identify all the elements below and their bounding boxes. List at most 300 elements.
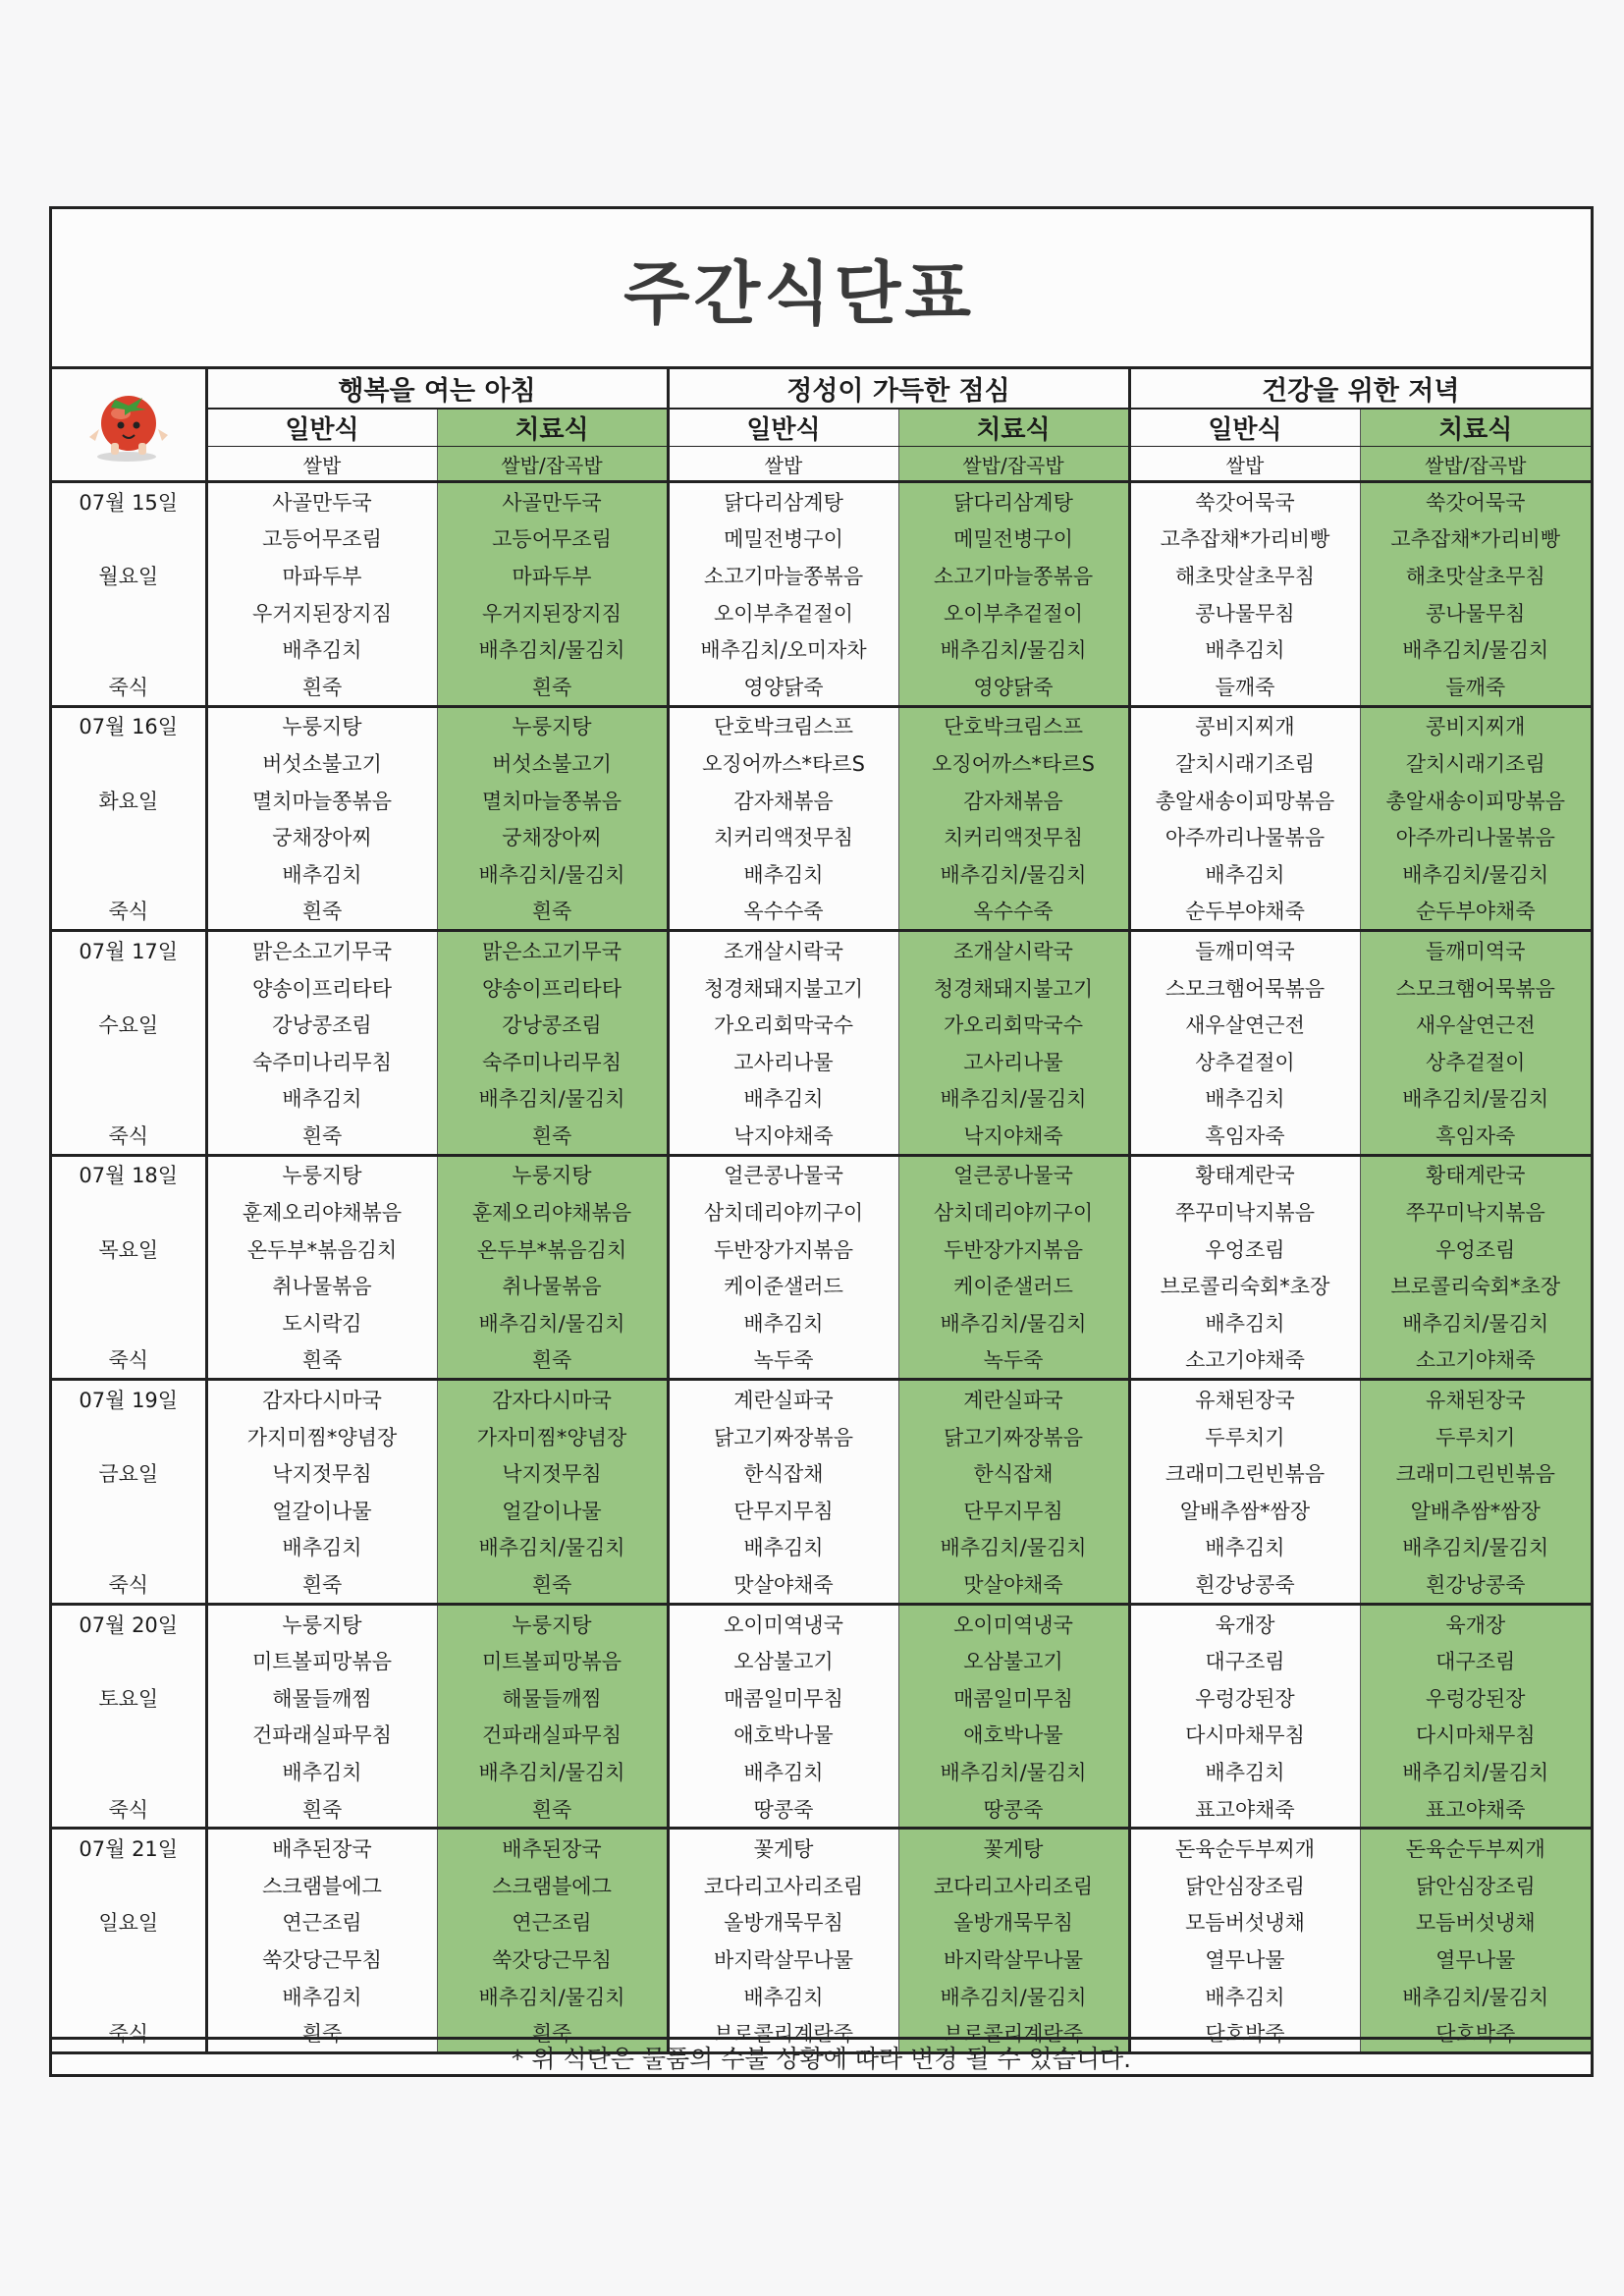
- day-weekday: 화요일: [52, 782, 206, 819]
- general-lunch-item: 올방개묵무침: [668, 1904, 898, 1941]
- day-date: 07월 20일: [52, 1604, 206, 1642]
- general-breakfast-item: 배추김치: [206, 855, 437, 893]
- general-breakfast-item: 가지미찜*양념장: [206, 1418, 437, 1455]
- therapy-dinner-item: 총알새송이피망볶음: [1360, 782, 1591, 819]
- therapy-lunch-item: 얼큰콩나물국: [898, 1155, 1129, 1193]
- type-general: 일반식: [1129, 409, 1360, 447]
- general-breakfast-item: 양송이프리타타: [206, 969, 437, 1007]
- general-breakfast-item: 취나물볶음: [206, 1267, 437, 1304]
- general-breakfast-item: 우거지된장지짐: [206, 594, 437, 631]
- general-breakfast-item: 흰죽: [206, 1790, 437, 1829]
- general-lunch-item: 맛살야채죽: [668, 1565, 898, 1604]
- general-dinner-item: 표고야채죽: [1129, 1790, 1360, 1829]
- rice-therapy: 쌀밥/잡곡밥: [1360, 447, 1591, 482]
- general-lunch-item: 닭고기짜장볶음: [668, 1418, 898, 1455]
- therapy-dinner-item: 배추김치/물김치: [1360, 1529, 1591, 1566]
- therapy-lunch-item: 배추김치/물김치: [898, 1304, 1129, 1341]
- table-row: [52, 818, 1591, 855]
- general-dinner-item: 황태계란국: [1129, 1155, 1360, 1193]
- therapy-lunch-item: 옥수수죽: [898, 893, 1129, 931]
- therapy-dinner-item: 들깨죽: [1360, 668, 1591, 706]
- general-lunch-item: 오이미역냉국: [668, 1604, 898, 1642]
- therapy-dinner-item: 브로콜리숙회*초장: [1360, 1267, 1591, 1304]
- general-dinner-item: 소고기야채죽: [1129, 1341, 1360, 1380]
- therapy-dinner-item: 다시마채무침: [1360, 1717, 1591, 1754]
- day-weekday: 금요일: [52, 1454, 206, 1492]
- therapy-dinner-item: 열무나물: [1360, 1941, 1591, 1978]
- table-row: [52, 520, 1591, 558]
- general-lunch-item: 매콤일미무침: [668, 1679, 898, 1717]
- general-dinner-item: 육개장: [1129, 1604, 1360, 1642]
- day-porridge-label: 죽식: [52, 1790, 206, 1829]
- general-lunch-item: 조개살시락국: [668, 931, 898, 969]
- day-label-empty: [52, 1043, 206, 1080]
- therapy-dinner-item: 우엉조림: [1360, 1230, 1591, 1268]
- general-dinner-item: 배추김치: [1129, 1304, 1360, 1341]
- therapy-lunch-item: 오징어까스*타르S: [898, 744, 1129, 782]
- therapy-dinner-item: 소고기야채죽: [1360, 1341, 1591, 1380]
- general-breakfast-item: 숙주미나리무침: [206, 1043, 437, 1080]
- general-dinner-item: 새우살연근전: [1129, 1006, 1360, 1043]
- general-breakfast-item: 미트볼피망볶음: [206, 1642, 437, 1679]
- general-breakfast-item: 배추김치: [206, 1753, 437, 1790]
- therapy-breakfast-item: 궁채장아찌: [437, 818, 668, 855]
- therapy-lunch-item: 오이미역냉국: [898, 1604, 1129, 1642]
- general-dinner-item: 돈육순두부찌개: [1129, 1829, 1360, 1867]
- therapy-breakfast-item: 감자다시마국: [437, 1380, 668, 1418]
- menu-frame: [49, 206, 1594, 2077]
- therapy-lunch-item: 조개살시락국: [898, 931, 1129, 969]
- day-porridge-label: 죽식: [52, 893, 206, 931]
- general-dinner-item: 배추김치: [1129, 1978, 1360, 2015]
- general-lunch-item: 배추김치: [668, 1529, 898, 1566]
- day-label-empty: [52, 1304, 206, 1341]
- therapy-breakfast-item: 얼갈이나물: [437, 1492, 668, 1529]
- general-dinner-item: 고추잡채*가리비빵: [1129, 520, 1360, 558]
- general-breakfast-item: 흰죽: [206, 1341, 437, 1380]
- therapy-breakfast-item: 사골만두국: [437, 482, 668, 520]
- therapy-dinner-item: 돈육순두부찌개: [1360, 1829, 1591, 1867]
- therapy-breakfast-item: 흰죽: [437, 1565, 668, 1604]
- therapy-lunch-item: 가오리회막국수: [898, 1006, 1129, 1043]
- general-dinner-item: 상추겉절이: [1129, 1043, 1360, 1080]
- therapy-lunch-item: 두반장가지볶음: [898, 1230, 1129, 1268]
- table-row: [52, 668, 1591, 706]
- therapy-breakfast-item: 흰죽: [437, 1341, 668, 1380]
- general-breakfast-item: 흰죽: [206, 668, 437, 706]
- therapy-dinner-item: 흑임자죽: [1360, 1117, 1591, 1155]
- day-label-empty: [52, 855, 206, 893]
- general-breakfast-item: 버섯소불고기: [206, 744, 437, 782]
- day-label-empty: [52, 1717, 206, 1754]
- therapy-lunch-item: 소고기마늘쫑볶음: [898, 557, 1129, 594]
- therapy-breakfast-item: 훈제오리야채볶음: [437, 1193, 668, 1230]
- table-row: [52, 1006, 1591, 1043]
- therapy-breakfast-item: 배추김치/물김치: [437, 1304, 668, 1341]
- general-breakfast-item: 배추김치: [206, 1080, 437, 1118]
- general-lunch-item: 옥수수죽: [668, 893, 898, 931]
- rice-general: 쌀밥: [206, 447, 437, 482]
- therapy-breakfast-item: 연근조림: [437, 1904, 668, 1941]
- general-dinner-item: 우엉조림: [1129, 1230, 1360, 1268]
- general-breakfast-item: 건파래실파무침: [206, 1717, 437, 1754]
- general-dinner-item: 배추김치: [1129, 1529, 1360, 1566]
- day-label-empty: [52, 1492, 206, 1529]
- therapy-lunch-item: 코다리고사리조림: [898, 1867, 1129, 1904]
- tomato-mascot-icon: [52, 386, 205, 465]
- general-dinner-item: 모듬버섯냉채: [1129, 1904, 1360, 1941]
- general-lunch-item: 꽃게탕: [668, 1829, 898, 1867]
- therapy-breakfast-item: 배추김치/물김치: [437, 1753, 668, 1790]
- general-breakfast-item: 훈제오리야채볶음: [206, 1193, 437, 1230]
- type-general: 일반식: [668, 409, 898, 447]
- therapy-dinner-item: 육개장: [1360, 1604, 1591, 1642]
- table-row: [52, 1380, 1591, 1418]
- therapy-dinner-item: 쑥갓어묵국: [1360, 482, 1591, 520]
- meal-header-breakfast: 행복을 여는 아침: [206, 369, 668, 409]
- therapy-lunch-item: 배추김치/물김치: [898, 1080, 1129, 1118]
- general-lunch-item: 계란실파국: [668, 1380, 898, 1418]
- day-label-empty: [52, 1978, 206, 2015]
- day-porridge-label: 죽식: [52, 1565, 206, 1604]
- general-dinner-item: 해초맛살초무침: [1129, 557, 1360, 594]
- therapy-lunch-item: 배추김치/물김치: [898, 630, 1129, 668]
- table-row: [52, 1642, 1591, 1679]
- table-row: [52, 1454, 1591, 1492]
- table-row: [52, 969, 1591, 1007]
- therapy-dinner-item: 새우살연근전: [1360, 1006, 1591, 1043]
- general-breakfast-item: 누룽지탕: [206, 1604, 437, 1642]
- therapy-breakfast-item: 배추김치/물김치: [437, 1080, 668, 1118]
- therapy-breakfast-item: 온두부*볶음김치: [437, 1230, 668, 1268]
- table-row: [52, 1304, 1591, 1341]
- general-dinner-item: 알배추쌈*쌈장: [1129, 1492, 1360, 1529]
- therapy-dinner-item: 들깨미역국: [1360, 931, 1591, 969]
- table-row: [52, 482, 1591, 520]
- table-row: [52, 557, 1591, 594]
- general-lunch-item: 애호박나물: [668, 1717, 898, 1754]
- general-dinner-item: 배추김치: [1129, 1080, 1360, 1118]
- general-lunch-item: 코다리고사리조림: [668, 1867, 898, 1904]
- table-row: [52, 1117, 1591, 1155]
- general-breakfast-item: 강낭콩조림: [206, 1006, 437, 1043]
- general-dinner-item: 닭안심장조림: [1129, 1867, 1360, 1904]
- therapy-lunch-item: 배추김치/물김치: [898, 1753, 1129, 1790]
- therapy-dinner-item: 콩나물무침: [1360, 594, 1591, 631]
- general-lunch-item: 배추김치: [668, 1978, 898, 2015]
- therapy-breakfast-item: 흰죽: [437, 1117, 668, 1155]
- therapy-breakfast-item: 누룽지탕: [437, 1155, 668, 1193]
- day-weekday: 일요일: [52, 1904, 206, 1941]
- therapy-lunch-item: 낙지야채죽: [898, 1117, 1129, 1155]
- therapy-dinner-item: 배추김치/물김치: [1360, 855, 1591, 893]
- therapy-lunch-item: 감자채볶음: [898, 782, 1129, 819]
- general-breakfast-item: 멸치마늘쫑볶음: [206, 782, 437, 819]
- table-row: [52, 1829, 1591, 1867]
- therapy-breakfast-item: 고등어무조림: [437, 520, 668, 558]
- general-lunch-item: 바지락살무나물: [668, 1941, 898, 1978]
- therapy-lunch-item: 영양닭죽: [898, 668, 1129, 706]
- therapy-dinner-item: 순두부야채죽: [1360, 893, 1591, 931]
- meal-header-dinner: 건강을 위한 저녁: [1129, 369, 1591, 409]
- therapy-dinner-item: 배추김치/물김치: [1360, 1080, 1591, 1118]
- day-label-empty: [52, 1267, 206, 1304]
- therapy-dinner-item: 고추잡채*가리비빵: [1360, 520, 1591, 558]
- general-breakfast-item: 마파두부: [206, 557, 437, 594]
- table-row: [52, 1267, 1591, 1304]
- table-row: [52, 706, 1591, 744]
- therapy-breakfast-item: 흰죽: [437, 2014, 668, 2052]
- general-breakfast-item: 온두부*볶음김치: [206, 1230, 437, 1268]
- day-date: 07월 17일: [52, 931, 206, 969]
- therapy-lunch-item: 닭다리삼계탕: [898, 482, 1129, 520]
- general-breakfast-item: 감자다시마국: [206, 1380, 437, 1418]
- therapy-breakfast-item: 배추김치/물김치: [437, 855, 668, 893]
- general-lunch-item: 오징어까스*타르S: [668, 744, 898, 782]
- therapy-lunch-item: 올방개묵무침: [898, 1904, 1129, 1941]
- day-label-empty: [52, 594, 206, 631]
- table-row: [52, 855, 1591, 893]
- table-row: [52, 1717, 1591, 1754]
- day-label-empty: [52, 744, 206, 782]
- therapy-lunch-item: 배추김치/물김치: [898, 1529, 1129, 1566]
- table-row: [52, 1867, 1591, 1904]
- day-weekday: 목요일: [52, 1230, 206, 1268]
- general-breakfast-item: 쑥갓당근무침: [206, 1941, 437, 1978]
- general-breakfast-item: 얼갈이나물: [206, 1492, 437, 1529]
- therapy-lunch-item: 땅콩죽: [898, 1790, 1129, 1829]
- general-dinner-item: 스모크햄어묵볶음: [1129, 969, 1360, 1007]
- general-dinner-item: 총알새송이피망볶음: [1129, 782, 1360, 819]
- rice-general: 쌀밥: [668, 447, 898, 482]
- therapy-breakfast-item: 강낭콩조림: [437, 1006, 668, 1043]
- general-dinner-item: 순두부야채죽: [1129, 893, 1360, 931]
- table-row: [52, 893, 1591, 931]
- day-weekday: 토요일: [52, 1679, 206, 1717]
- general-lunch-item: 배추김치: [668, 1080, 898, 1118]
- general-lunch-item: 소고기마늘쫑볶음: [668, 557, 898, 594]
- therapy-breakfast-item: 건파래실파무침: [437, 1717, 668, 1754]
- general-breakfast-item: 배추된장국: [206, 1829, 437, 1867]
- therapy-breakfast-item: 미트볼피망볶음: [437, 1642, 668, 1679]
- type-therapy: 치료식: [898, 409, 1129, 447]
- day-porridge-label: 죽식: [52, 668, 206, 706]
- general-lunch-item: 영양닭죽: [668, 668, 898, 706]
- general-lunch-item: 배추김치: [668, 1304, 898, 1341]
- table-row: [52, 1193, 1591, 1230]
- therapy-breakfast-item: 해물들깨찜: [437, 1679, 668, 1717]
- general-dinner-item: 브로콜리숙회*초장: [1129, 1267, 1360, 1304]
- therapy-breakfast-item: 배추김치/물김치: [437, 1529, 668, 1566]
- therapy-lunch-item: 단무지무침: [898, 1492, 1129, 1529]
- therapy-dinner-item: 황태계란국: [1360, 1155, 1591, 1193]
- meal-header-lunch: 정성이 가득한 점심: [668, 369, 1129, 409]
- general-lunch-item: 삼치데리야끼구이: [668, 1193, 898, 1230]
- therapy-dinner-item: 모듬버섯냉채: [1360, 1904, 1591, 1941]
- general-lunch-item: 감자채볶음: [668, 782, 898, 819]
- page-title: 주간식단표: [623, 252, 976, 334]
- general-lunch-item: 얼큰콩나물국: [668, 1155, 898, 1193]
- general-lunch-item: 닭다리삼계탕: [668, 482, 898, 520]
- table-row: [52, 782, 1591, 819]
- therapy-lunch-item: 브로콜리계란죽: [898, 2014, 1129, 2052]
- table-row: [52, 1418, 1591, 1455]
- general-breakfast-item: 흰죽: [206, 2014, 437, 2052]
- therapy-lunch-item: 청경채돼지불고기: [898, 969, 1129, 1007]
- therapy-dinner-item: 배추김치/물김치: [1360, 1978, 1591, 2015]
- day-label-empty: [52, 1642, 206, 1679]
- day-weekday: 수요일: [52, 1006, 206, 1043]
- rice-therapy: 쌀밥/잡곡밥: [437, 447, 668, 482]
- general-lunch-item: 단호박크림스프: [668, 706, 898, 744]
- general-lunch-item: 한식잡채: [668, 1454, 898, 1492]
- general-dinner-item: 쭈꾸미낙지볶음: [1129, 1193, 1360, 1230]
- general-lunch-item: 오삼불고기: [668, 1642, 898, 1679]
- therapy-breakfast-item: 누룽지탕: [437, 706, 668, 744]
- general-dinner-item: 두루치기: [1129, 1418, 1360, 1455]
- title-area: [52, 209, 1591, 369]
- table-row: [52, 630, 1591, 668]
- therapy-dinner-item: 크래미그린빈볶음: [1360, 1454, 1591, 1492]
- general-dinner-item: 콩비지찌개: [1129, 706, 1360, 744]
- therapy-lunch-item: 삼치데리야끼구이: [898, 1193, 1129, 1230]
- type-general: 일반식: [206, 409, 437, 447]
- therapy-lunch-item: 메밀전병구이: [898, 520, 1129, 558]
- general-breakfast-item: 배추김치: [206, 1978, 437, 2015]
- therapy-lunch-item: 단호박크림스프: [898, 706, 1129, 744]
- general-dinner-item: 흑임자죽: [1129, 1117, 1360, 1155]
- therapy-dinner-item: 두루치기: [1360, 1418, 1591, 1455]
- general-dinner-item: 배추김치: [1129, 855, 1360, 893]
- table-row: [52, 931, 1591, 969]
- type-therapy: 치료식: [1360, 409, 1591, 447]
- table-row: [52, 1941, 1591, 1978]
- general-lunch-item: 배추김치: [668, 855, 898, 893]
- therapy-dinner-item: 상추겉절이: [1360, 1043, 1591, 1080]
- therapy-dinner-item: 알배추쌈*쌈장: [1360, 1492, 1591, 1529]
- therapy-breakfast-item: 멸치마늘쫑볶음: [437, 782, 668, 819]
- day-label-empty: [52, 1529, 206, 1566]
- general-lunch-item: 단무지무침: [668, 1492, 898, 1529]
- general-dinner-item: 배추김치: [1129, 630, 1360, 668]
- table-row: [52, 1904, 1591, 1941]
- day-porridge-label: 죽식: [52, 1341, 206, 1380]
- therapy-lunch-item: 오이부추겉절이: [898, 594, 1129, 631]
- type-therapy: 치료식: [437, 409, 668, 447]
- day-label-empty: [52, 1080, 206, 1118]
- therapy-lunch-item: 치커리액젓무침: [898, 818, 1129, 855]
- therapy-breakfast-item: 누룽지탕: [437, 1604, 668, 1642]
- general-breakfast-item: 궁채장아찌: [206, 818, 437, 855]
- day-label-empty: [52, 1867, 206, 1904]
- day-porridge-label: 죽식: [52, 2014, 206, 2052]
- day-label-empty: [52, 969, 206, 1007]
- therapy-breakfast-item: 취나물볶음: [437, 1267, 668, 1304]
- therapy-breakfast-item: 숙주미나리무침: [437, 1043, 668, 1080]
- general-lunch-item: 배추김치: [668, 1753, 898, 1790]
- day-label-empty: [52, 630, 206, 668]
- table-row: [52, 1753, 1591, 1790]
- therapy-breakfast-item: 우거지된장지짐: [437, 594, 668, 631]
- therapy-dinner-item: 스모크햄어묵볶음: [1360, 969, 1591, 1007]
- table-row: [52, 1341, 1591, 1380]
- menu-table: [52, 369, 1591, 2054]
- general-lunch-item: 메밀전병구이: [668, 520, 898, 558]
- general-breakfast-item: 도시락김: [206, 1304, 437, 1341]
- general-dinner-item: 쑥갓어묵국: [1129, 482, 1360, 520]
- therapy-breakfast-item: 낙지젓무침: [437, 1454, 668, 1492]
- therapy-breakfast-item: 스크램블에그: [437, 1867, 668, 1904]
- therapy-breakfast-item: 버섯소불고기: [437, 744, 668, 782]
- therapy-lunch-item: 맛살야채죽: [898, 1565, 1129, 1604]
- rice-general: 쌀밥: [1129, 447, 1360, 482]
- general-lunch-item: 치커리액젓무침: [668, 818, 898, 855]
- rice-therapy: 쌀밥/잡곡밥: [898, 447, 1129, 482]
- therapy-dinner-item: 유채된장국: [1360, 1380, 1591, 1418]
- general-dinner-item: 아주까리나물볶음: [1129, 818, 1360, 855]
- footer-note: * 위 식단은 물품의 수불 상황에 따라 변경 될 수 있습니다.: [52, 2037, 1591, 2074]
- general-breakfast-item: 연근조림: [206, 1904, 437, 1941]
- day-date: 07월 16일: [52, 706, 206, 744]
- table-row: [52, 744, 1591, 782]
- general-lunch-item: 땅콩죽: [668, 1790, 898, 1829]
- general-lunch-item: 낙지야채죽: [668, 1117, 898, 1155]
- day-weekday: 월요일: [52, 557, 206, 594]
- therapy-breakfast-item: 쑥갓당근무침: [437, 1941, 668, 1978]
- therapy-dinner-item: 배추김치/물김치: [1360, 630, 1591, 668]
- day-label-empty: [52, 1193, 206, 1230]
- general-lunch-item: 브로콜리계란죽: [668, 2014, 898, 2052]
- day-date: 07월 21일: [52, 1829, 206, 1867]
- logo-cell: [52, 369, 206, 482]
- table-row: [52, 1080, 1591, 1118]
- general-breakfast-item: 흰죽: [206, 893, 437, 931]
- therapy-breakfast-item: 마파두부: [437, 557, 668, 594]
- day-label-empty: [52, 520, 206, 558]
- therapy-lunch-item: 계란실파국: [898, 1380, 1129, 1418]
- therapy-dinner-item: 우렁강된장: [1360, 1679, 1591, 1717]
- table-row: [52, 1492, 1591, 1529]
- general-breakfast-item: 배추김치: [206, 630, 437, 668]
- therapy-breakfast-item: 흰죽: [437, 1790, 668, 1829]
- therapy-dinner-item: 갈치시래기조림: [1360, 744, 1591, 782]
- therapy-breakfast-item: 가자미찜*양념장: [437, 1418, 668, 1455]
- therapy-lunch-item: 배추김치/물김치: [898, 1978, 1129, 2015]
- therapy-dinner-item: 단호박죽: [1360, 2014, 1591, 2052]
- therapy-dinner-item: 해초맛살초무침: [1360, 557, 1591, 594]
- therapy-dinner-item: 표고야채죽: [1360, 1790, 1591, 1829]
- general-breakfast-item: 낙지젓무침: [206, 1454, 437, 1492]
- day-date: 07월 19일: [52, 1380, 206, 1418]
- therapy-dinner-item: 콩비지찌개: [1360, 706, 1591, 744]
- therapy-lunch-item: 케이준샐러드: [898, 1267, 1129, 1304]
- therapy-breakfast-item: 배추김치/물김치: [437, 1978, 668, 2015]
- therapy-lunch-item: 오삼불고기: [898, 1642, 1129, 1679]
- therapy-lunch-item: 한식잡채: [898, 1454, 1129, 1492]
- general-breakfast-item: 누룽지탕: [206, 706, 437, 744]
- table-row: [52, 1679, 1591, 1717]
- table-row: [52, 1790, 1591, 1829]
- general-dinner-item: 열무나물: [1129, 1941, 1360, 1978]
- day-date: 07월 18일: [52, 1155, 206, 1193]
- general-dinner-item: 들깨미역국: [1129, 931, 1360, 969]
- general-breakfast-item: 사골만두국: [206, 482, 437, 520]
- therapy-lunch-item: 매콤일미무침: [898, 1679, 1129, 1717]
- day-porridge-label: 죽식: [52, 1117, 206, 1155]
- general-dinner-item: 유채된장국: [1129, 1380, 1360, 1418]
- therapy-dinner-item: 배추김치/물김치: [1360, 1304, 1591, 1341]
- general-lunch-item: 고사리나물: [668, 1043, 898, 1080]
